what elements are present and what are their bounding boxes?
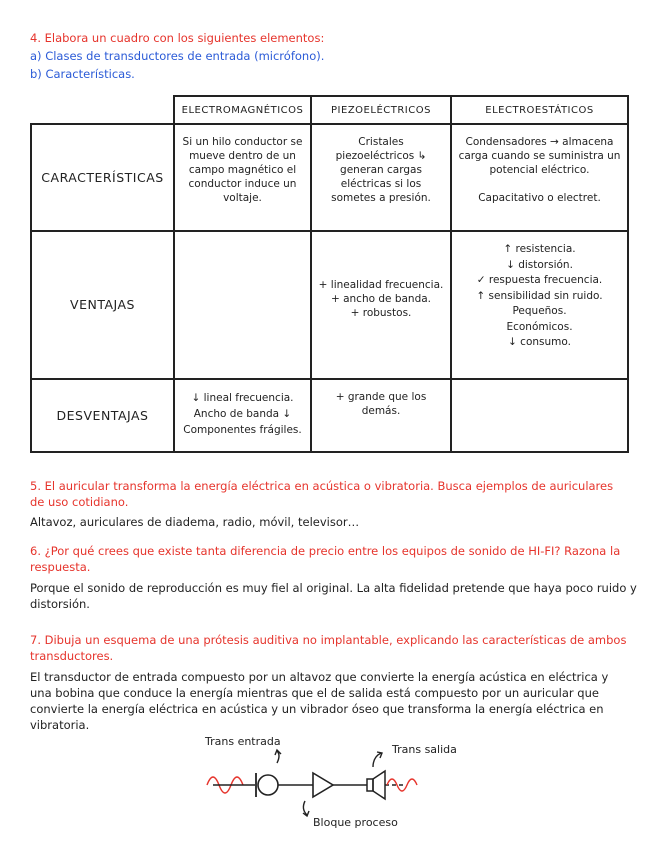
hearing-aid-diagram [195, 733, 425, 833]
table-cell: + grande que los demás. [311, 379, 451, 452]
table-cell [451, 379, 628, 452]
table-cell: ↑ resistencia. ↓ distorsión. ✓ respuesta frecuencia. ↑ sensibilidad sin ruido. Pequeños. Económicos. ↓ consumo. [451, 231, 628, 379]
table-cell: Condensadores → almacena carga cuando se suministra un potencial eléctrico. Capacitativo o electret. [451, 124, 628, 231]
table-corner [31, 96, 174, 124]
transducer-table [30, 95, 629, 453]
table-row [31, 124, 628, 231]
q5-question: 5. El auricular transforma la energía eléctrica en acústica o vibratoria. Busca ejemplos de auriculares de uso cotidiano. [30, 479, 614, 509]
header-electromagneticos: ELECTROMAGNÉTICOS [174, 96, 311, 124]
row-label-desventajas: DESVENTAJAS [31, 379, 174, 452]
label-bloque-proceso: Bloque proceso [313, 816, 398, 829]
table-cell: ↓ lineal frecuencia. Ancho de banda ↓ Componentes frágiles. [174, 379, 311, 452]
arrow-icon [373, 752, 382, 767]
arrow-icon [303, 801, 309, 816]
table-cell: Cristales piezoeléctricos ↳ generan cargas eléctricas si los sometes a presión. [311, 124, 451, 231]
row-label-ventajas: VENTAJAS [31, 231, 174, 379]
amplifier-icon [313, 773, 333, 797]
row-label-caracteristicas: CARACTERÍSTICAS [31, 124, 174, 231]
header-electroestaticos: ELECTROESTÁTICOS [451, 96, 628, 124]
q4-title: 4. Elabora un cuadro con los siguientes elementos: [30, 31, 325, 45]
table-row [31, 231, 628, 379]
label-trans-entrada: Trans entrada [205, 735, 281, 748]
table-header-row [31, 96, 628, 124]
q7-question: 7. Dibuja un esquema de una prótesis auditiva no implantable, explicando las características de ambos transductores. [30, 633, 627, 663]
label-trans-salida: Trans salida [392, 743, 457, 756]
q6-question: 6. ¿Por qué crees que existe tanta diferencia de precio entre los equipos de sonido de HI-FI? Razona la respuesta. [30, 544, 621, 574]
q4-item-a: a) Clases de transductores de entrada (micrófono). [30, 49, 325, 63]
table-cell: Si un hilo conductor se mueve dentro de un campo magnético el conductor induce un voltaje. [174, 124, 311, 231]
header-piezoelectricos: PIEZOELÉCTRICOS [311, 96, 451, 124]
speaker-cone-icon [373, 771, 385, 799]
q5-answer: Altavoz, auriculares de diadema, radio, móvil, televisor… [30, 515, 360, 529]
speaker-icon [367, 779, 373, 791]
table-cell [174, 231, 311, 379]
table-cell: + linealidad frecuencia. + ancho de banda. + robustos. [311, 231, 451, 379]
arrow-icon [275, 750, 281, 763]
microphone-icon [258, 775, 278, 795]
table-row [31, 379, 628, 452]
q4-item-b: b) Características. [30, 67, 135, 81]
q7-answer: El transductor de entrada compuesto por un altavoz que convierte la energía acústica en eléctrica y una bobina que conduce la energía mientras que el de salida está compuesto por un auricular que convierte la energía eléctrica en acústica y un vibrador óseo que transforma la energía eléctrica en vibratoria. [30, 670, 609, 732]
q6-answer: Porque el sonido de reproducción es muy fiel al original. La alta fidelidad pretende que haya poco ruido y distorsión. [30, 581, 637, 611]
